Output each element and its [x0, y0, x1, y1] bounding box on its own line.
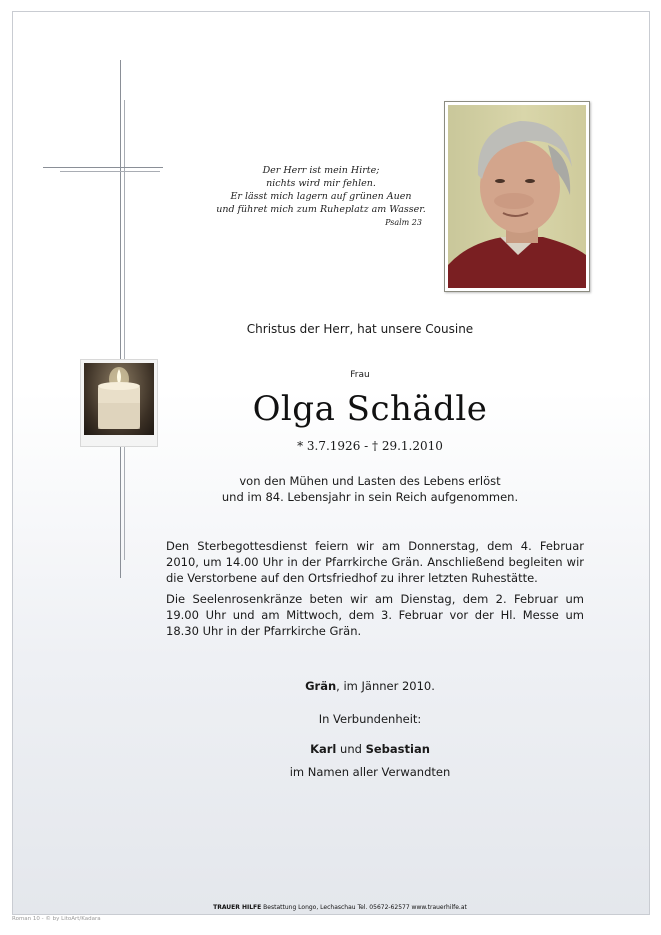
deceased-name: Olga Schädle [252, 389, 488, 429]
release-text [180, 473, 560, 505]
psalm-reference: Psalm 23 [385, 218, 422, 227]
candle-image-frame [80, 359, 158, 447]
psalm-line: Er lässt mich lagern auf grünen Auen [230, 191, 412, 202]
design-credit: Roman 10 - © by LitoArt/Kadara [12, 916, 101, 922]
release-line: und im 84. Lebensjahr in sein Reich aufgenommen. [221, 490, 519, 504]
mourners [180, 742, 560, 756]
life-dates: * 3.7.1926 - † 29.1.2010 [297, 439, 443, 453]
psalm-line: nichts wird mir fehlen. [266, 178, 376, 189]
mourner-name: Karl [310, 742, 337, 756]
portrait-photo [448, 105, 586, 288]
relatives-text: im Namen aller Verwandten [289, 765, 451, 779]
intro-text: Christus der Herr, hat unsere Cousine [246, 322, 474, 336]
funeral-paragraph: Den Sterbegottesdienst feiern wir am Donnerstag, dem 4. Februar 2010, um 14.00 Uhr in der Pfarrkirche Grän. Anschließend begleiten wir die Verstorbene auf den Ortsfriedhof zu ihrer letzten Ruhestätte. [166, 539, 584, 585]
mourner-name: Sebastian [365, 742, 430, 756]
portrait-photo-frame [444, 101, 590, 292]
closing-text: In Verbundenheit: [318, 712, 422, 726]
psalm-line: und führet mich zum Ruheplatz am Wasser. [216, 204, 426, 215]
mourner-and: und [336, 742, 366, 756]
psalm-quote [200, 164, 442, 229]
psalm-line: Der Herr ist mein Hirte; [262, 165, 380, 176]
place-name: Grän [305, 679, 337, 693]
salutation: Frau [350, 370, 370, 380]
date-text: , im Jänner 2010. [336, 679, 435, 693]
candle-image [84, 363, 154, 435]
footer-brand: TRAUER HILFE [213, 904, 262, 911]
place-date [180, 679, 560, 693]
footer-details: Bestattung Longo, Lechaschau Tel. 05672-62577 www.trauerhilfe.at [261, 904, 467, 911]
rosary-paragraph: Die Seelenrosenkränze beten wir am Dienstag, dem 2. Februar um 19.00 Uhr und am Mittwoch, dem 3. Februar vor der Hl. Messe um 18.30 Uhr in der Pfarrkirche Grän. [166, 592, 584, 638]
release-line: von den Mühen und Lasten des Lebens erlöst [239, 474, 501, 488]
footer-imprint [150, 904, 530, 911]
